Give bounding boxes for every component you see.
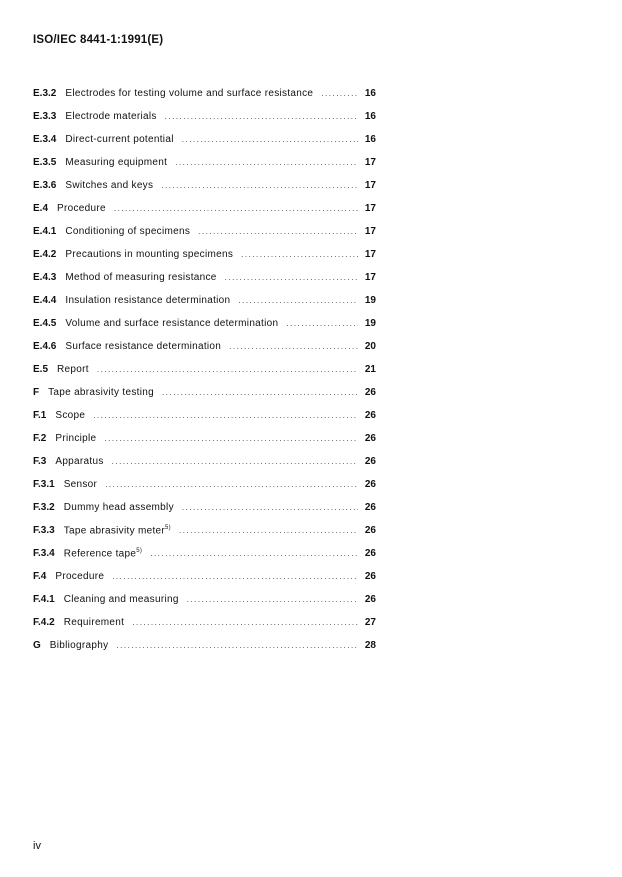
toc-section-title: Procedure (55, 571, 105, 582)
toc-section-number: G (33, 640, 41, 651)
toc-leader-dots (238, 296, 358, 305)
toc-section-number: E.4.4 (33, 295, 57, 306)
toc-leader-dots (105, 480, 358, 489)
toc-section-title: Report (57, 364, 89, 375)
toc-leader-dots (112, 572, 358, 581)
toc-page-number: 20 (364, 341, 376, 352)
toc-page-number: 16 (364, 111, 376, 122)
toc-section-title: Precautions in mounting specimens (65, 249, 234, 260)
toc-page-number: 17 (364, 226, 376, 237)
toc-entry[interactable] (33, 157, 376, 171)
toc-section-title: Sensor (63, 479, 98, 490)
toc-section-title: Procedure (57, 203, 106, 214)
toc-entry[interactable] (33, 88, 376, 102)
toc-entry[interactable] (33, 226, 376, 240)
toc-title-text: Reference tape (63, 548, 137, 560)
toc-section-number: E.4.5 (33, 318, 57, 329)
toc-section-title (55, 525, 179, 536)
toc-entry[interactable] (33, 640, 376, 654)
toc-section-number: E.4.1 (33, 226, 57, 237)
toc-page-number: 27 (364, 617, 376, 628)
toc-page-number: 19 (364, 318, 376, 329)
toc-entry[interactable] (33, 295, 376, 309)
toc-section-title: Dummy head assembly (63, 502, 174, 513)
toc-leader-dots (114, 204, 358, 213)
toc-entry[interactable] (33, 341, 376, 355)
toc-section-title: Bibliography (49, 640, 109, 651)
toc-section-number: F.2 (33, 433, 47, 444)
toc-entry[interactable] (33, 203, 376, 217)
toc-section-title: Requirement (63, 617, 125, 628)
toc-section-number: E.5 (33, 364, 49, 375)
toc-leader-dots (161, 181, 358, 190)
toc-section-title: Principle (55, 433, 97, 444)
toc-section-title: Cleaning and measuring (63, 594, 179, 605)
toc-leader-dots (182, 503, 358, 512)
toc-page-number: 26 (364, 433, 376, 444)
toc-leader-dots (116, 641, 358, 650)
toc-leader-dots (198, 227, 358, 236)
toc-title-text: Tape abrasivity meter (63, 525, 166, 537)
toc-leader-dots (162, 388, 358, 397)
toc-section-title: Electrodes for testing volume and surface resistance (65, 88, 314, 99)
toc-entry[interactable] (33, 134, 376, 148)
toc-page-number: 26 (364, 571, 376, 582)
toc-section-title: Conditioning of specimens (65, 226, 191, 237)
toc-page-number: 17 (364, 272, 376, 283)
toc-leader-dots (97, 365, 358, 374)
toc-page-number: 21 (364, 364, 376, 375)
toc-section-number: F.3.4 (33, 548, 55, 560)
document-header: ISO/IEC 8441-1:1991(E) (33, 34, 164, 46)
toc-leader-dots (187, 595, 358, 604)
toc-leader-dots (150, 549, 358, 558)
toc-section-number: E.3.3 (33, 111, 57, 122)
toc-entry[interactable] (33, 410, 376, 424)
toc-section-title (55, 548, 151, 559)
toc-page-number: 16 (364, 88, 376, 99)
toc-section-number: F.3.3 (33, 525, 55, 537)
toc-page-number: 26 (364, 456, 376, 467)
toc-leader-dots (175, 158, 358, 167)
toc-section-number: E.3.5 (33, 157, 57, 168)
toc-section-title: Measuring equipment (65, 157, 168, 168)
toc-leader-dots (321, 89, 358, 98)
toc-section-number: F.3 (33, 456, 47, 467)
toc-section-title: Scope (55, 410, 86, 421)
toc-entry[interactable] (33, 525, 376, 539)
toc-section-number: F.1 (33, 410, 47, 421)
toc-section-title: Tape abrasivity testing (48, 387, 154, 398)
toc-leader-dots (112, 457, 358, 466)
toc-page-number: 28 (364, 640, 376, 651)
toc-section-number: E.3.2 (33, 88, 57, 99)
toc-entry[interactable] (33, 502, 376, 516)
toc-section-number: F.3.2 (33, 502, 55, 513)
toc-page-number: 17 (364, 180, 376, 191)
toc-leader-dots (132, 618, 358, 627)
toc-entry[interactable] (33, 318, 376, 332)
toc-section-number: F.3.1 (33, 479, 55, 490)
toc-page-number: 16 (364, 134, 376, 145)
toc-entry[interactable] (33, 433, 376, 447)
toc-section-title: Switches and keys (65, 180, 154, 191)
toc-page-number: 26 (364, 479, 376, 490)
toc-page-number: 17 (364, 157, 376, 168)
toc-page-number: 26 (364, 594, 376, 605)
toc-section-number: E.4.6 (33, 341, 57, 352)
toc-section-title: Volume and surface resistance determination (65, 318, 279, 329)
toc-entry[interactable] (33, 180, 376, 194)
toc-section-number: E.3.6 (33, 180, 57, 191)
footnote-marker: 5) (165, 525, 171, 531)
toc-leader-dots (182, 135, 358, 144)
toc-page-number: 19 (364, 295, 376, 306)
toc-page-number: 26 (364, 387, 376, 398)
toc-section-title: Method of measuring resistance (65, 272, 217, 283)
toc-page-number: 26 (364, 410, 376, 421)
toc-entry[interactable] (33, 364, 376, 378)
toc-leader-dots (179, 526, 358, 535)
toc-entry[interactable] (33, 594, 376, 608)
toc-entry[interactable] (33, 111, 376, 125)
toc-leader-dots (225, 273, 358, 282)
toc-page-number: 26 (364, 502, 376, 513)
toc-page-number: 26 (364, 525, 376, 536)
footnote-marker: 5) (136, 548, 143, 554)
toc-section-title: Apparatus (55, 456, 104, 467)
toc-page-number: 17 (364, 203, 376, 214)
toc-section-title: Direct-current potential (65, 134, 174, 145)
toc-section-number: E.4.3 (33, 272, 57, 283)
toc-section-number: F.4 (33, 571, 47, 582)
toc-leader-dots (241, 250, 358, 259)
toc-page-number: 26 (364, 548, 376, 559)
toc-leader-dots (165, 112, 358, 121)
toc-section-title: Electrode materials (65, 111, 157, 122)
toc-entry[interactable] (33, 272, 376, 286)
toc-section-number: E.4.2 (33, 249, 57, 260)
toc-entry[interactable] (33, 387, 376, 401)
toc-section-number: F (33, 387, 40, 398)
toc-section-number: F.4.1 (33, 594, 55, 605)
toc-leader-dots (286, 319, 358, 328)
toc-leader-dots (93, 411, 358, 420)
toc-section-title: Surface resistance determination (65, 341, 222, 352)
toc-section-number: F.4.2 (33, 617, 55, 628)
page-number-footer: iv (33, 840, 41, 852)
toc-section-number: E.4 (33, 203, 49, 214)
toc-entry[interactable] (33, 617, 376, 631)
toc-leader-dots (229, 342, 358, 351)
toc-leader-dots (104, 434, 358, 443)
toc-entry[interactable] (33, 249, 376, 263)
toc-section-title: Insulation resistance determination (65, 295, 231, 306)
toc-entry[interactable] (33, 456, 376, 470)
toc-page-number: 17 (364, 249, 376, 260)
toc-section-number: E.3.4 (33, 134, 57, 145)
toc-entry[interactable] (33, 479, 376, 493)
toc-entry[interactable] (33, 548, 376, 562)
toc-entry[interactable] (33, 571, 376, 585)
